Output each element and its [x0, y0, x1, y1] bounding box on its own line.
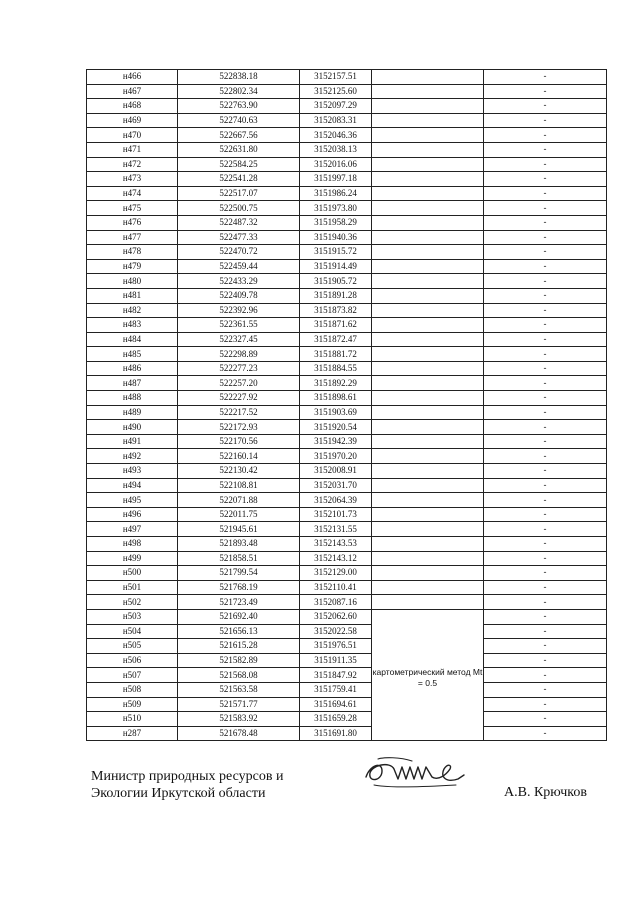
table-row — [87, 318, 607, 333]
point-id-cell: н494 — [87, 478, 178, 493]
method-cell — [372, 595, 484, 610]
point-id-cell: н492 — [87, 449, 178, 464]
y-coordinate-cell: 3151694.61 — [300, 697, 372, 712]
y-coordinate-cell: 3151691.80 — [300, 726, 372, 741]
point-id-cell: н482 — [87, 303, 178, 318]
y-coordinate-cell: 3151970.20 — [300, 449, 372, 464]
point-id-cell: н493 — [87, 464, 178, 479]
table-row — [87, 493, 607, 508]
y-coordinate-cell: 3152157.51 — [300, 70, 372, 85]
point-id-cell: н495 — [87, 493, 178, 508]
point-id-cell: н510 — [87, 712, 178, 727]
accuracy-cell: - — [484, 99, 607, 114]
method-cell — [372, 245, 484, 260]
table-row — [87, 537, 607, 552]
point-id-cell: н504 — [87, 624, 178, 639]
x-coordinate-cell: 522470.72 — [178, 245, 300, 260]
point-id-cell: н475 — [87, 201, 178, 216]
method-cell — [372, 157, 484, 172]
table-row — [87, 259, 607, 274]
handwritten-signature — [360, 755, 470, 795]
y-coordinate-cell: 3152125.60 — [300, 84, 372, 99]
x-coordinate-cell: 521692.40 — [178, 609, 300, 624]
point-id-cell: н471 — [87, 142, 178, 157]
accuracy-cell: - — [484, 609, 607, 624]
accuracy-cell: - — [484, 726, 607, 741]
point-id-cell: н480 — [87, 274, 178, 289]
method-cell — [372, 420, 484, 435]
point-id-cell: н508 — [87, 682, 178, 697]
y-coordinate-cell: 3151997.18 — [300, 172, 372, 187]
point-id-cell: н503 — [87, 609, 178, 624]
method-cell — [372, 201, 484, 216]
point-id-cell: н486 — [87, 361, 178, 376]
table-row — [87, 332, 607, 347]
method-cell — [372, 464, 484, 479]
x-coordinate-cell: 522487.32 — [178, 215, 300, 230]
accuracy-cell: - — [484, 113, 607, 128]
accuracy-cell: - — [484, 405, 607, 420]
y-coordinate-cell: 3152064.39 — [300, 493, 372, 508]
accuracy-cell: - — [484, 186, 607, 201]
method-cell — [372, 405, 484, 420]
x-coordinate-cell: 522227.92 — [178, 391, 300, 406]
y-coordinate-cell: 3151903.69 — [300, 405, 372, 420]
accuracy-cell: - — [484, 522, 607, 537]
accuracy-cell: - — [484, 580, 607, 595]
y-coordinate-cell: 3152110.41 — [300, 580, 372, 595]
point-id-cell: н498 — [87, 537, 178, 552]
point-id-cell: н478 — [87, 245, 178, 260]
table-row — [87, 464, 607, 479]
point-id-cell: н477 — [87, 230, 178, 245]
method-cell — [372, 84, 484, 99]
x-coordinate-cell: 522130.42 — [178, 464, 300, 479]
y-coordinate-cell: 3151914.49 — [300, 259, 372, 274]
y-coordinate-cell: 3151986.24 — [300, 186, 372, 201]
y-coordinate-cell: 3151973.80 — [300, 201, 372, 216]
x-coordinate-cell: 522802.34 — [178, 84, 300, 99]
point-id-cell: н509 — [87, 697, 178, 712]
table-row — [87, 376, 607, 391]
method-cell — [372, 215, 484, 230]
y-coordinate-cell: 3152046.36 — [300, 128, 372, 143]
table-row — [87, 347, 607, 362]
x-coordinate-cell: 522631.80 — [178, 142, 300, 157]
table-row — [87, 478, 607, 493]
table-row — [87, 507, 607, 522]
point-id-cell: н467 — [87, 84, 178, 99]
table-row — [87, 434, 607, 449]
table-row — [87, 84, 607, 99]
method-cell — [372, 507, 484, 522]
y-coordinate-cell: 3151905.72 — [300, 274, 372, 289]
table-row — [87, 128, 607, 143]
accuracy-cell: - — [484, 449, 607, 464]
signatory-name: А.В. Крючков — [504, 785, 587, 800]
table-row — [87, 420, 607, 435]
y-coordinate-cell: 3151958.29 — [300, 215, 372, 230]
y-coordinate-cell: 3151942.39 — [300, 434, 372, 449]
accuracy-cell: - — [484, 551, 607, 566]
table-row — [87, 230, 607, 245]
x-coordinate-cell: 522838.18 — [178, 70, 300, 85]
y-coordinate-cell: 3152022.58 — [300, 624, 372, 639]
accuracy-cell: - — [484, 682, 607, 697]
table-row — [87, 668, 607, 683]
x-coordinate-cell: 522327.45 — [178, 332, 300, 347]
accuracy-cell: - — [484, 172, 607, 187]
y-coordinate-cell: 3152062.60 — [300, 609, 372, 624]
x-coordinate-cell: 522477.33 — [178, 230, 300, 245]
accuracy-cell: - — [484, 201, 607, 216]
point-id-cell: н490 — [87, 420, 178, 435]
accuracy-cell: - — [484, 157, 607, 172]
table-row — [87, 245, 607, 260]
table-row — [87, 70, 607, 85]
table-row — [87, 186, 607, 201]
accuracy-cell: - — [484, 668, 607, 683]
point-id-cell: н502 — [87, 595, 178, 610]
y-coordinate-cell: 3152101.73 — [300, 507, 372, 522]
accuracy-cell: - — [484, 420, 607, 435]
x-coordinate-cell: 522667.56 — [178, 128, 300, 143]
table-row — [87, 653, 607, 668]
signatory-position-line2: Экологии Иркутской области — [91, 786, 266, 801]
y-coordinate-cell: 3151871.62 — [300, 318, 372, 333]
x-coordinate-cell: 522257.20 — [178, 376, 300, 391]
table-row — [87, 566, 607, 581]
x-coordinate-cell: 522392.96 — [178, 303, 300, 318]
method-cell — [372, 259, 484, 274]
method-cell — [372, 551, 484, 566]
point-id-cell: н474 — [87, 186, 178, 201]
point-id-cell: н505 — [87, 639, 178, 654]
x-coordinate-cell: 522541.28 — [178, 172, 300, 187]
table-row — [87, 157, 607, 172]
y-coordinate-cell: 3151881.72 — [300, 347, 372, 362]
accuracy-cell: - — [484, 215, 607, 230]
x-coordinate-cell: 522298.89 — [178, 347, 300, 362]
coordinates-table — [86, 69, 607, 741]
method-cell — [372, 99, 484, 114]
method-cell — [372, 376, 484, 391]
accuracy-cell: - — [484, 434, 607, 449]
accuracy-cell: - — [484, 624, 607, 639]
accuracy-cell: - — [484, 142, 607, 157]
point-id-cell: н501 — [87, 580, 178, 595]
method-cell — [372, 391, 484, 406]
method-cell — [372, 303, 484, 318]
x-coordinate-cell: 522517.07 — [178, 186, 300, 201]
method-cell — [372, 434, 484, 449]
method-cell — [372, 318, 484, 333]
accuracy-cell: - — [484, 712, 607, 727]
accuracy-cell: - — [484, 697, 607, 712]
y-coordinate-cell: 3151659.28 — [300, 712, 372, 727]
y-coordinate-cell: 3151915.72 — [300, 245, 372, 260]
table-row — [87, 580, 607, 595]
accuracy-cell: - — [484, 303, 607, 318]
y-coordinate-cell: 3152008.91 — [300, 464, 372, 479]
y-coordinate-cell: 3151940.36 — [300, 230, 372, 245]
signatory-position-line1: Министр природных ресурсов и — [91, 769, 284, 784]
method-cell — [372, 128, 484, 143]
accuracy-cell: - — [484, 84, 607, 99]
point-id-cell: н468 — [87, 99, 178, 114]
point-id-cell: н476 — [87, 215, 178, 230]
x-coordinate-cell: 522361.55 — [178, 318, 300, 333]
x-coordinate-cell: 521563.58 — [178, 682, 300, 697]
y-coordinate-cell: 3151873.82 — [300, 303, 372, 318]
table-row — [87, 391, 607, 406]
point-id-cell: н469 — [87, 113, 178, 128]
y-coordinate-cell: 3151898.61 — [300, 391, 372, 406]
x-coordinate-cell: 522108.81 — [178, 478, 300, 493]
table-row — [87, 172, 607, 187]
x-coordinate-cell: 521723.49 — [178, 595, 300, 610]
accuracy-cell: - — [484, 128, 607, 143]
x-coordinate-cell: 521582.89 — [178, 653, 300, 668]
accuracy-cell: - — [484, 230, 607, 245]
point-id-cell: н483 — [87, 318, 178, 333]
accuracy-cell: - — [484, 332, 607, 347]
table-row — [87, 303, 607, 318]
accuracy-cell: - — [484, 288, 607, 303]
x-coordinate-cell: 521583.92 — [178, 712, 300, 727]
method-cell — [372, 113, 484, 128]
y-coordinate-cell: 3152038.13 — [300, 142, 372, 157]
accuracy-cell: - — [484, 347, 607, 362]
x-coordinate-cell: 521568.08 — [178, 668, 300, 683]
point-id-cell: н507 — [87, 668, 178, 683]
method-cell — [372, 332, 484, 347]
method-cell — [372, 274, 484, 289]
point-id-cell: н497 — [87, 522, 178, 537]
table-row — [87, 639, 607, 654]
x-coordinate-cell: 521893.48 — [178, 537, 300, 552]
x-coordinate-cell: 521571.77 — [178, 697, 300, 712]
table-row — [87, 215, 607, 230]
table-row — [87, 726, 607, 741]
table-row — [87, 405, 607, 420]
accuracy-cell: - — [484, 595, 607, 610]
x-coordinate-cell: 522459.44 — [178, 259, 300, 274]
point-id-cell: н287 — [87, 726, 178, 741]
x-coordinate-cell: 522584.25 — [178, 157, 300, 172]
x-coordinate-cell: 522763.90 — [178, 99, 300, 114]
x-coordinate-cell: 522740.63 — [178, 113, 300, 128]
table-row — [87, 712, 607, 727]
point-id-cell: н488 — [87, 391, 178, 406]
accuracy-cell: - — [484, 478, 607, 493]
x-coordinate-cell: 522217.52 — [178, 405, 300, 420]
point-id-cell: н466 — [87, 70, 178, 85]
y-coordinate-cell: 3151872.47 — [300, 332, 372, 347]
x-coordinate-cell: 522277.23 — [178, 361, 300, 376]
y-coordinate-cell: 3151759.41 — [300, 682, 372, 697]
point-id-cell: н499 — [87, 551, 178, 566]
accuracy-cell: - — [484, 493, 607, 508]
accuracy-cell: - — [484, 507, 607, 522]
x-coordinate-cell: 521615.28 — [178, 639, 300, 654]
method-cell — [372, 522, 484, 537]
x-coordinate-cell: 521799.54 — [178, 566, 300, 581]
table-row — [87, 522, 607, 537]
method-cell — [372, 230, 484, 245]
accuracy-cell: - — [484, 391, 607, 406]
point-id-cell: н470 — [87, 128, 178, 143]
accuracy-cell: - — [484, 537, 607, 552]
x-coordinate-cell: 521678.48 — [178, 726, 300, 741]
method-cell — [372, 537, 484, 552]
accuracy-cell: - — [484, 259, 607, 274]
accuracy-cell: - — [484, 464, 607, 479]
y-coordinate-cell: 3152031.70 — [300, 478, 372, 493]
y-coordinate-cell: 3151892.29 — [300, 376, 372, 391]
y-coordinate-cell: 3152097.29 — [300, 99, 372, 114]
point-id-cell: н506 — [87, 653, 178, 668]
x-coordinate-cell: 522409.78 — [178, 288, 300, 303]
point-id-cell: н496 — [87, 507, 178, 522]
table-row — [87, 682, 607, 697]
table-row — [87, 113, 607, 128]
y-coordinate-cell: 3151891.28 — [300, 288, 372, 303]
accuracy-cell: - — [484, 361, 607, 376]
table-row — [87, 99, 607, 114]
point-id-cell: н489 — [87, 405, 178, 420]
point-id-cell: н485 — [87, 347, 178, 362]
y-coordinate-cell: 3152083.31 — [300, 113, 372, 128]
y-coordinate-cell: 3152016.06 — [300, 157, 372, 172]
x-coordinate-cell: 521858.51 — [178, 551, 300, 566]
y-coordinate-cell: 3151847.92 — [300, 668, 372, 683]
accuracy-cell: - — [484, 245, 607, 260]
accuracy-cell: - — [484, 639, 607, 654]
x-coordinate-cell: 521768.19 — [178, 580, 300, 595]
y-coordinate-cell: 3151976.51 — [300, 639, 372, 654]
method-cell — [372, 449, 484, 464]
table-row — [87, 697, 607, 712]
accuracy-cell: - — [484, 70, 607, 85]
y-coordinate-cell: 3151920.54 — [300, 420, 372, 435]
y-coordinate-cell: 3152131.55 — [300, 522, 372, 537]
table-row — [87, 595, 607, 610]
method-cell — [372, 478, 484, 493]
method-cell — [372, 493, 484, 508]
table-row — [87, 288, 607, 303]
point-id-cell: н479 — [87, 259, 178, 274]
method-cell — [372, 566, 484, 581]
accuracy-cell: - — [484, 653, 607, 668]
method-cell — [372, 186, 484, 201]
accuracy-cell: - — [484, 376, 607, 391]
x-coordinate-cell: 522433.29 — [178, 274, 300, 289]
x-coordinate-cell: 522071.88 — [178, 493, 300, 508]
table-row — [87, 361, 607, 376]
accuracy-cell: - — [484, 566, 607, 581]
method-cell — [372, 142, 484, 157]
table-row — [87, 449, 607, 464]
y-coordinate-cell: 3152143.12 — [300, 551, 372, 566]
signatory-position — [91, 768, 351, 802]
accuracy-cell: - — [484, 274, 607, 289]
y-coordinate-cell: 3151911.35 — [300, 653, 372, 668]
point-id-cell: н472 — [87, 157, 178, 172]
method-cell — [372, 172, 484, 187]
table-row — [87, 624, 607, 639]
table-row — [87, 142, 607, 157]
y-coordinate-cell: 3151884.55 — [300, 361, 372, 376]
method-cell — [372, 361, 484, 376]
method-note-cell: картометрический метод Mt = 0.5 — [372, 609, 484, 740]
x-coordinate-cell: 522011.75 — [178, 507, 300, 522]
x-coordinate-cell: 521656.13 — [178, 624, 300, 639]
y-coordinate-cell: 3152087.16 — [300, 595, 372, 610]
x-coordinate-cell: 521945.61 — [178, 522, 300, 537]
method-cell — [372, 70, 484, 85]
table-row — [87, 609, 607, 624]
table-row — [87, 201, 607, 216]
y-coordinate-cell: 3152129.00 — [300, 566, 372, 581]
x-coordinate-cell: 522170.56 — [178, 434, 300, 449]
point-id-cell: н491 — [87, 434, 178, 449]
table-row — [87, 551, 607, 566]
point-id-cell: н484 — [87, 332, 178, 347]
point-id-cell: н481 — [87, 288, 178, 303]
x-coordinate-cell: 522160.14 — [178, 449, 300, 464]
method-cell — [372, 580, 484, 595]
accuracy-cell: - — [484, 318, 607, 333]
x-coordinate-cell: 522172.93 — [178, 420, 300, 435]
y-coordinate-cell: 3152143.53 — [300, 537, 372, 552]
point-id-cell: н487 — [87, 376, 178, 391]
method-cell — [372, 347, 484, 362]
x-coordinate-cell: 522500.75 — [178, 201, 300, 216]
point-id-cell: н473 — [87, 172, 178, 187]
point-id-cell: н500 — [87, 566, 178, 581]
table-row — [87, 274, 607, 289]
method-cell — [372, 288, 484, 303]
